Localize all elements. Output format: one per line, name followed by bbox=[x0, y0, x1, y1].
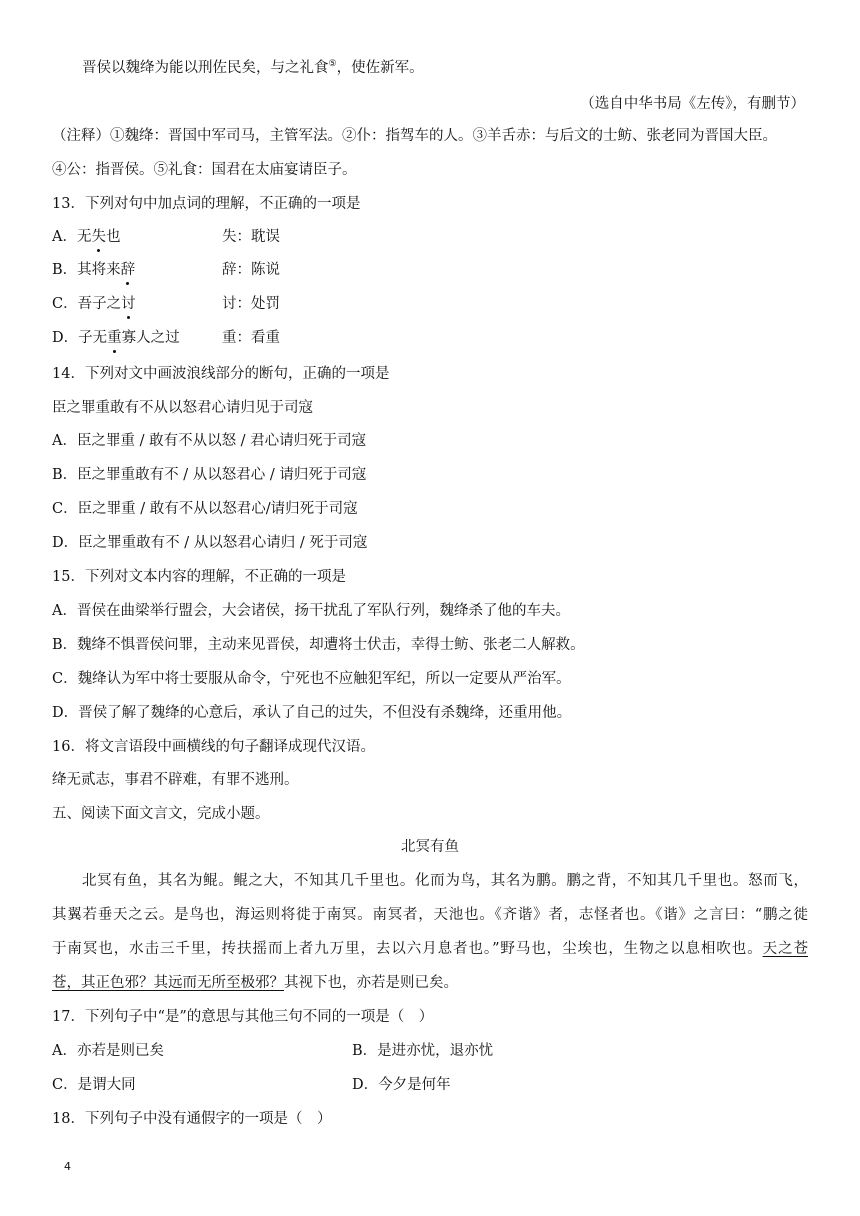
passage-line-2: 其翼若垂天之云。是鸟也，海运则将徙于南冥。南冥者，天池也。《齐谐》者，志怪者也。《谐》之言曰：“鹏之徙 bbox=[52, 907, 808, 923]
question-13-option-c: C．吾子之讨 bbox=[52, 296, 136, 312]
question-14-option-c: C．臣之罪重 / 敢有不从以怒君心/请归死于司寇 bbox=[52, 501, 358, 517]
passage-line-1: 北冥有鱼，其名为鲲。鲲之大，不知其几千里也。化而为鸟，其名为鹏。鹏之背，不知其几千里也。怒而飞， bbox=[82, 873, 808, 889]
question-15-stem: 15．下列对文本内容的理解，不正确的一项是 bbox=[52, 569, 346, 585]
question-14-sentence: 臣之罪重敢有不从以怒君心请归见于司寇 bbox=[52, 400, 313, 416]
question-14-stem: 14．下列对文中画波浪线部分的断句，正确的一项是 bbox=[52, 366, 390, 382]
question-13-option-b: B．其将来辞 bbox=[52, 262, 136, 278]
underlined-sentence-end: 苍，其正色邪？其远而无所至极邪？ bbox=[52, 975, 284, 991]
question-17-option-a: A．亦若是则已矣 bbox=[52, 1043, 164, 1059]
dotted-char: 辞 bbox=[120, 262, 136, 278]
underlined-sentence-start: 天之苍 bbox=[762, 941, 808, 957]
passage-title: 北冥有鱼 bbox=[401, 839, 459, 855]
passage-closing-line: 晋侯以魏绛为能以刑佐民矣，与之礼食⑤，使佐新军。 bbox=[82, 59, 424, 76]
question-13-option-d: D．子无重寡人之过 bbox=[52, 330, 180, 346]
question-14-option-d: D．臣之罪重敢有不 / 从以怒君心请归 / 死于司寇 bbox=[52, 535, 368, 551]
question-15-option-d: D．晋侯了解了魏绛的心意后，承认了自己的过失，不但没有杀魏绛，还重用他。 bbox=[52, 705, 572, 721]
passage-line-3: 于南冥也，水击三千里，抟扶摇而上者九万里，去以六月息者也。”野马也，尘埃也，生物之以息相吹也。天之苍 bbox=[52, 941, 808, 957]
question-13-gloss-c: 讨：处罚 bbox=[222, 296, 280, 312]
page-number: 4 bbox=[64, 1160, 71, 1173]
passage-line-4: 苍，其正色邪？其远而无所至极邪？其视下也，亦若是则已矣。 bbox=[52, 975, 458, 991]
dotted-char: 讨 bbox=[121, 296, 136, 312]
question-13-gloss-d: 重：看重 bbox=[222, 330, 280, 346]
dotted-char: 失 bbox=[91, 229, 106, 245]
question-16-sentence: 绛无贰志，事君不辟难，有罪不逃刑。 bbox=[52, 772, 299, 788]
question-15-option-a: A．晋侯在曲梁举行盟会，大会诸侯，扬干扰乱了军队行列，魏绛杀了他的车夫。 bbox=[52, 603, 570, 619]
question-18-stem: 18．下列句子中没有通假字的一项是（ ） bbox=[52, 1111, 332, 1127]
annotation-line-2: ④公：指晋侯。⑤礼食：国君在太庙宴请臣子。 bbox=[52, 162, 357, 178]
section-5-heading: 五、阅读下面文言文，完成小题。 bbox=[52, 806, 270, 822]
question-14-option-b: B．臣之罪重敢有不 / 从以怒君心 / 请归死于司寇 bbox=[52, 467, 367, 483]
question-17-option-b: B．是进亦忧，退亦忧 bbox=[352, 1043, 494, 1059]
question-13-option-a: A．无失也 bbox=[52, 229, 121, 245]
question-13-gloss-b: 辞：陈说 bbox=[222, 262, 280, 278]
question-13-stem: 13．下列对句中加点词的理解，不正确的一项是 bbox=[52, 196, 361, 212]
annotation-line-1: （注释）①魏绛：晋国中军司马，主管军法。②仆：指驾车的人。③羊舌赤：与后文的士鲂、张老同为晋国大臣。 bbox=[52, 128, 777, 144]
question-15-option-b: B．魏绛不惧晋侯问罪，主动来见晋侯，却遭将士伏击，幸得士鲂、张老二人解救。 bbox=[52, 637, 585, 653]
question-14-option-a: A．臣之罪重 / 敢有不从以怒 / 君心请归死于司寇 bbox=[52, 433, 367, 449]
question-15-option-c: C．魏绛认为军中将士要服从命令，宁死也不应触犯军纪，所以一定要从严治军。 bbox=[52, 671, 571, 687]
dotted-char: 重 bbox=[107, 330, 122, 346]
question-16-stem: 16．将文言语段中画横线的句子翻译成现代汉语。 bbox=[52, 739, 375, 755]
question-17-option-d: D．今夕是何年 bbox=[352, 1077, 451, 1093]
question-17-option-c: C．是谓大同 bbox=[52, 1077, 136, 1093]
question-17-stem: 17．下列句子中“是”的意思与其他三句不同的一项是（ ） bbox=[52, 1009, 434, 1025]
source-citation: （选自中华书局《左传》，有删节） bbox=[580, 96, 805, 112]
question-13-gloss-a: 失：耽误 bbox=[222, 229, 280, 245]
